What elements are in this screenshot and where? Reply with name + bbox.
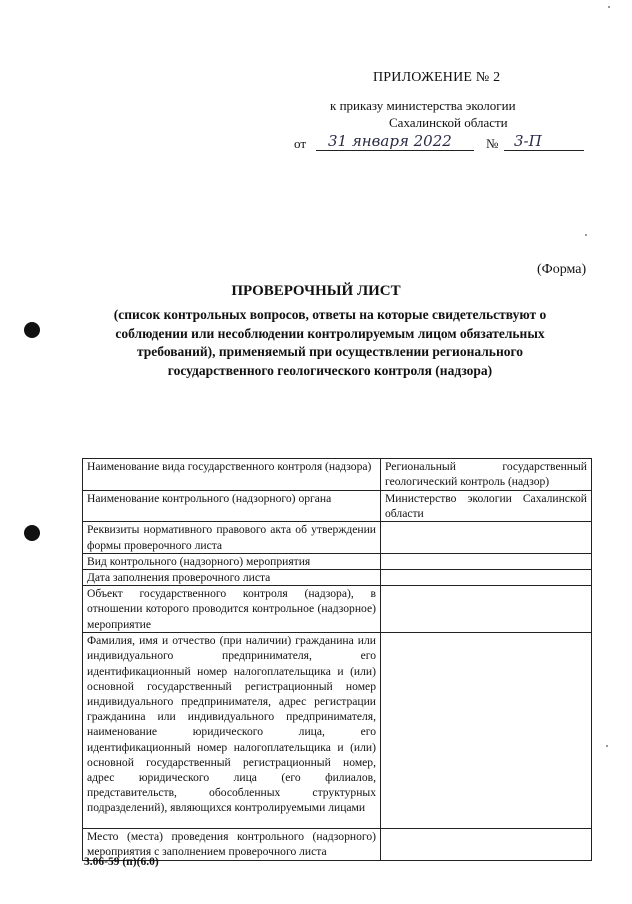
- form-tag: (Форма): [537, 262, 587, 277]
- row-value: Министерство экологии Сахалинской области: [381, 491, 592, 522]
- punch-hole-mark: [24, 322, 40, 338]
- row-value: [381, 633, 592, 829]
- row-value: Региональный государственный геологический контроль (надзор): [381, 459, 592, 491]
- document-title: ПРОВЕРОЧНЫЙ ЛИСТ: [231, 283, 401, 299]
- appendix-title: ПРИЛОЖЕНИЕ № 2: [373, 70, 501, 85]
- row-label: Наименование контрольного (надзорного) органа: [83, 491, 381, 522]
- form-code: 3.06-59 (п)(6.0): [84, 856, 159, 868]
- table-row: [83, 633, 592, 829]
- row-label: Реквизиты нормативного правового акта об утверждении формы проверочного листа: [83, 522, 381, 553]
- row-label: Наименование вида государственного контроля (надзора): [83, 459, 381, 491]
- order-reference-line: к приказу министерства экологии: [330, 98, 516, 113]
- row-label: Фамилия, имя и отчество (при наличии) гражданина или индивидуального предпринимателя, его идентификационный номер налогоплательщика и (или) основной государственный регистрационный номер индивидуального предпринимателя, адрес регистрации гражданина или индивидуального предпринимателя, наименование юридического лица, его идентификационный номер налогоплательщика и (или) основной государственный регистрационный номер, адрес юридического лица (его филиалов, представительств, обособленных структурных подразделений), являющихся контролируемыми лицами: [83, 633, 381, 829]
- order-date-handwritten: 31 января 2022: [316, 132, 474, 151]
- ministry-region-line: Сахалинской области: [389, 115, 508, 130]
- row-value: [381, 570, 592, 586]
- document-subtitle: (список контрольных вопросов, ответы на которые свидетельствуют о соблюдении или несоблюдении контролируемым лицом обязательных требований), применяемый при осуществлении регионального государственного геологического контроля (надзора): [113, 307, 547, 378]
- scan-speck: [585, 234, 587, 236]
- table-row: [83, 586, 592, 633]
- row-label: Дата заполнения проверочного листа: [83, 570, 381, 586]
- order-date-number-row: [294, 132, 584, 154]
- number-label: №: [486, 136, 499, 151]
- row-label: Место (места) проведения контрольного (надзорного) мероприятия с заполнением проверочного листа: [83, 829, 381, 860]
- row-label: Вид контрольного (надзорного) мероприятия: [83, 553, 381, 569]
- order-number-handwritten: 3-П: [504, 132, 584, 151]
- row-value: [381, 829, 592, 860]
- table-row: [83, 491, 592, 522]
- table-row: [83, 570, 592, 586]
- row-label: Объект государственного контроля (надзора), в отношении которого проводится контрольное (надзорное) мероприятие: [83, 586, 381, 633]
- from-label: от: [294, 136, 307, 151]
- table-row: [83, 459, 592, 491]
- table-row: [83, 553, 592, 569]
- row-value: [381, 586, 592, 633]
- row-value: [381, 553, 592, 569]
- punch-hole-mark: [24, 525, 40, 541]
- checklist-info-table: [82, 458, 592, 861]
- row-value: [381, 522, 592, 553]
- scan-speck: [608, 6, 610, 8]
- scan-speck: [606, 745, 608, 747]
- table-row: [83, 522, 592, 553]
